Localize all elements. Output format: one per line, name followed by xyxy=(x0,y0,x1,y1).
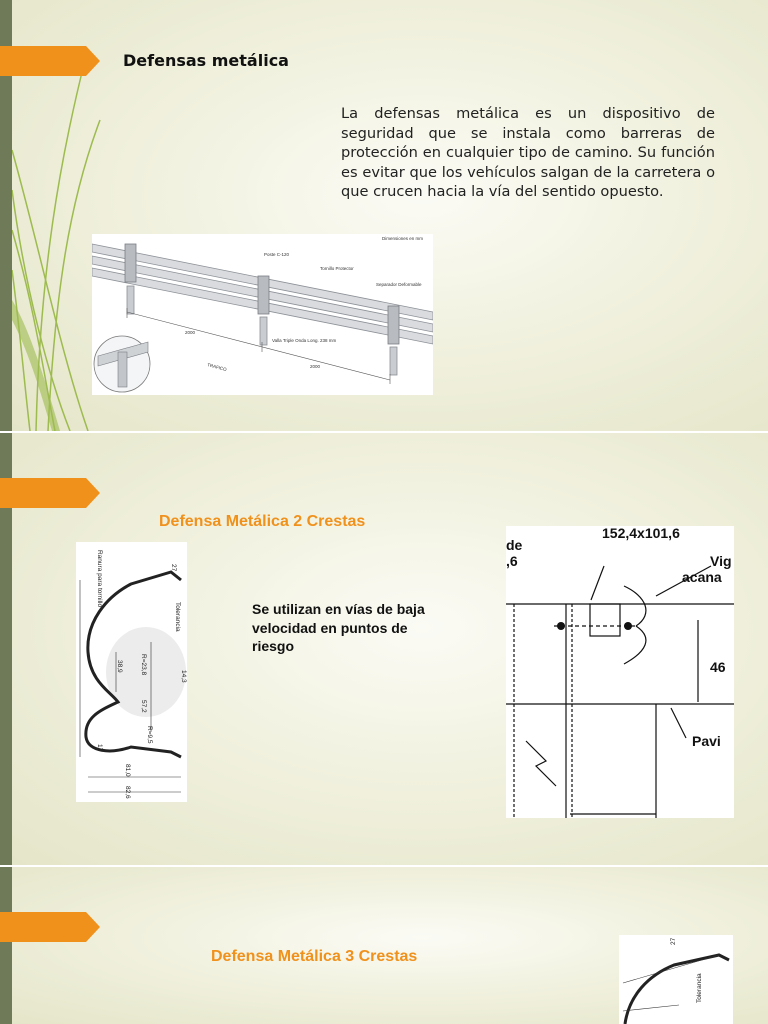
label-nut: Tornillo Protector xyxy=(320,266,354,271)
slide-1 xyxy=(0,0,768,431)
label-38-9: 38,9 xyxy=(116,660,123,673)
label-beam: Valla Triple Onda Long. 238 mm xyxy=(272,338,337,343)
label-height: 46 xyxy=(710,659,726,675)
label-section: 152,4x101,6 xyxy=(602,526,680,541)
section-arrow xyxy=(0,912,100,942)
description-paragraph: La defensas metálica es un dispositivo de seguridad que se instala como barreras de protección en cualquier tipo de camino. Su función es evitar que los vehículos salgan de la carretera o que crucen hacia la vía del sentido opuesto. xyxy=(341,105,715,200)
dim-right: 2000 xyxy=(310,364,321,369)
slide-2 xyxy=(0,433,768,865)
label-27: 27 xyxy=(170,564,177,572)
label-left-top: de xyxy=(506,537,523,553)
label-pavement: Pavi xyxy=(692,733,721,749)
dimension-note: Dimensiones en mm xyxy=(382,236,424,241)
label-beam-top: Vig xyxy=(710,553,732,569)
slide-title: Defensa Metálica 2 Crestas xyxy=(159,513,366,530)
detail-circle xyxy=(94,336,150,392)
slide-title: Defensas metálica xyxy=(123,51,289,70)
two-crest-profile-figure xyxy=(76,542,187,802)
label-beam-bottom: acana xyxy=(682,569,722,585)
left-accent-bar xyxy=(0,867,12,1024)
three-crest-profile-figure xyxy=(619,935,733,1024)
profile-line xyxy=(625,955,729,1024)
dim-left: 2000 xyxy=(185,330,196,335)
label-17: 17 xyxy=(96,744,103,752)
label-27: 27 xyxy=(670,937,677,945)
detail-drawing-figure xyxy=(506,526,734,818)
section-arrow xyxy=(0,478,100,508)
slide-3 xyxy=(0,867,768,1024)
label-tolerance: Tolerancia xyxy=(174,602,181,632)
usage-description: Se utilizan en vías de baja velocidad en puntos de riesgo xyxy=(252,601,425,654)
label-slot: Ranura para tornillo xyxy=(96,550,103,608)
label-82-6: 82,6 xyxy=(124,786,131,799)
label-r9-5: R=9,5 xyxy=(146,726,153,744)
label-post: Poste C-120 xyxy=(264,252,290,257)
guardrail-figure xyxy=(92,234,433,395)
post xyxy=(127,286,134,314)
slide-title: Defensa Metálica 3 Crestas xyxy=(211,948,418,965)
label-81-0: 81,0 xyxy=(124,764,131,777)
traffic-label: TRAFICO xyxy=(206,362,228,373)
label-separator: Separador Deformable xyxy=(376,282,422,287)
label-tolerance: Tolerancia xyxy=(696,973,703,1003)
label-14-3: 14,3 xyxy=(180,670,187,683)
label-57-2: 57,2 xyxy=(140,700,147,713)
post xyxy=(390,347,397,375)
label-left-bottom: ,6 xyxy=(506,553,518,569)
section-arrow xyxy=(0,46,100,76)
post xyxy=(260,317,267,345)
label-r23-8: R=23,8 xyxy=(140,654,147,676)
